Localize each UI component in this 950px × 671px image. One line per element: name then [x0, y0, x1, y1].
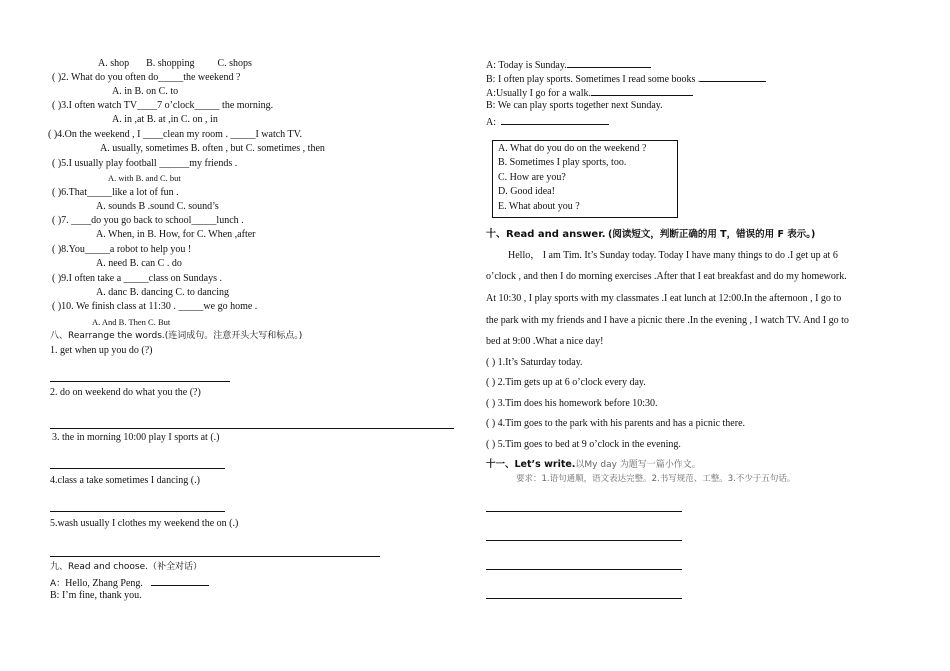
tf-question-2: ( ) 2.Tim gets up at 6 o’clock every day.	[486, 377, 646, 388]
answer-blank[interactable]	[700, 72, 766, 82]
section-11-requirements: 要求：1.语句通顺，语文表达完整。2.书写规范、工整。3.不少于五句话。	[516, 474, 796, 484]
choice-a: A. What do you do on the weekend ?	[498, 143, 647, 154]
dialogue-line-b: B: I’m fine, thank you.	[50, 590, 142, 601]
writing-line[interactable]	[486, 511, 682, 512]
dialogue-4: B: We can play sports together next Sunday.	[486, 100, 663, 111]
passage-line-2: o’clock , and then I do morning exercises .After that I eat breakfast and do my homework.	[486, 271, 847, 282]
dialogue-1: A: Today is Sunday.	[486, 58, 651, 72]
answer-line	[50, 556, 380, 557]
passage-line-1: Hello， I am Tim. It’s Sunday today. Today I have many things to do .I get up at 6	[508, 250, 838, 261]
question-2-options: A. in B. on C. to	[112, 86, 179, 97]
tf-question-3: ( ) 3.Tim does his homework before 10:30.	[486, 398, 658, 409]
question-7: ( )7. ____do you go back to school_____lunch .	[52, 215, 244, 226]
q1-option-b: B. shopping	[146, 58, 195, 69]
section-9-title: 九、Read and choose.（补全对话）	[50, 562, 203, 572]
section-11-title: 十一、Let’s write.以My day 为题写一篇小作文。	[486, 459, 701, 470]
dialogue-line-a: A：Hello, Zhang Peng.	[50, 576, 209, 590]
tf-question-5: ( ) 5.Tim goes to bed at 9 o’clock in the evening.	[486, 439, 681, 450]
section-8-title: 八、Rearrange the words.(连词成句。注意开头大写和标点。)	[50, 331, 303, 341]
question-9: ( )9.I often take a _____class on Sundays .	[52, 273, 222, 284]
rearrange-5: 5.wash usually I clothes my weekend the on (.)	[50, 518, 239, 529]
question-4: ( )4.On the weekend , I ____clean my room . _____I watch TV.	[48, 129, 303, 140]
section-10-title: 十、Read and answer. (阅读短文，判断正确的用 T，错误的用 F 表示。)	[486, 229, 816, 240]
question-8-options: A. need B. can C . do	[96, 258, 182, 269]
choice-e: E. What about you ?	[498, 201, 580, 212]
choice-c: C. How are you?	[498, 172, 566, 183]
dialogue-2: B: I often play sports. Sometimes I read some books .	[486, 72, 766, 86]
tf-question-4: ( ) 4.Tim goes to the park with his parents and has a picnic there.	[486, 418, 746, 429]
question-8: ( )8.You_____a robot to help you !	[52, 244, 192, 255]
question-6-options: A. sounds B .sound C. sound’s	[96, 201, 219, 212]
choice-b: B. Sometimes I play sports, too.	[498, 157, 627, 168]
dialogue-3: A:Usually I go for a walk.	[486, 86, 693, 100]
question-3: ( )3.I often watch TV____7 o’clock_____ the morning.	[52, 100, 274, 111]
choice-d: D. Good idea!	[498, 186, 555, 197]
question-6: ( )6.That_____like a lot of fun .	[52, 187, 179, 198]
rearrange-4: 4.class a take sometimes I dancing (.)	[50, 475, 200, 486]
passage-line-3: At 10:30 , I play sports with my classmates .I eat lunch at 12:00.In the afternoon , I go to	[486, 293, 842, 304]
answer-line	[50, 468, 225, 469]
question-3-options: A. in ,at B. at ,in C. on , in	[112, 114, 218, 125]
passage-line-5: bed at 9:00 .What a nice day!	[486, 336, 604, 347]
question-2: ( )2. What do you often do_____the weekend ?	[52, 72, 241, 83]
answer-line	[50, 511, 225, 512]
writing-line[interactable]	[486, 598, 682, 599]
q1-option-a: A. shop	[98, 58, 130, 69]
tf-question-1: ( ) 1.It’s Saturday today.	[486, 357, 583, 368]
question-7-options: A. When, in B. How, for C. When ,after	[96, 229, 256, 240]
rearrange-2: 2. do on weekend do what you the (?)	[50, 387, 201, 398]
writing-line[interactable]	[486, 569, 682, 570]
answer-line	[50, 428, 454, 429]
dialogue-5: A:	[486, 115, 609, 129]
answer-blank[interactable]	[591, 86, 693, 96]
answer-line	[50, 381, 230, 382]
question-10-options: A. And B. Then C. But	[92, 317, 171, 327]
answer-blank[interactable]	[501, 115, 609, 125]
answer-blank[interactable]	[151, 576, 209, 586]
rearrange-3: 3. the in morning 10:00 play I sports at (.)	[52, 432, 220, 443]
passage-line-4: the park with my friends and I have a picnic there .In the evening , I watch TV. And I go to	[486, 315, 849, 326]
q1-option-c: C. shops	[217, 58, 252, 69]
writing-line[interactable]	[486, 540, 682, 541]
question-4-options: A. usually, sometimes B. often , but C. sometimes , then	[100, 143, 325, 154]
question-5-options: A. with B. and C. but	[108, 173, 181, 183]
rearrange-1: 1. get when up you do (?)	[50, 345, 153, 356]
question-10: ( )10. We finish class at 11:30 . _____we go home .	[52, 301, 258, 312]
q1-options	[98, 58, 252, 70]
question-9-options: A. danc B. dancing C. to dancing	[96, 287, 230, 298]
question-5: ( )5.I usually play football ______my friends .	[52, 158, 238, 169]
answer-blank[interactable]	[567, 58, 651, 68]
